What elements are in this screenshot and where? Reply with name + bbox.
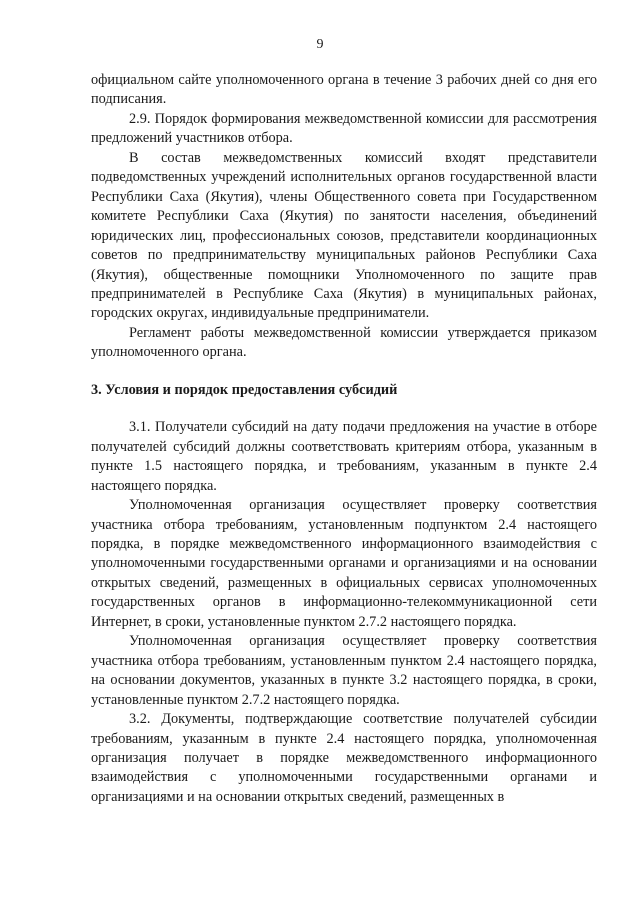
paragraph-2-9: 2.9. Порядок формирования межведомственной комиссии для рассмотрения предложений участников отбора. <box>91 110 597 147</box>
paragraph-3-2: 3.2. Документы, подтверждающие соответствие получателей субсидии требованиям, указанным в пункте 2.4 настоящего порядка, уполномоченная организация получает в порядке межведомственного информационного взаимодействия с уполномоченными государственными органами и организациями и на основании открытых сведений, размещенных в <box>91 711 597 805</box>
document-body <box>91 71 597 807</box>
page-number: 9 <box>316 37 324 52</box>
paragraph-continuation: официальном сайте уполномоченного органа в течение 3 рабочих дней со дня его подписания. <box>91 72 597 108</box>
paragraph-verification-interagency: Уполномоченная организация осуществляет проверку соответствия участника отбора требованиям, установленным подпунктом 2.4 настоящего порядка, в порядке межведомственного информационного взаимодействия с уполномоченными государственными органами и организациями и на основании открытых сведений, размещенных в официальных сервисах уполномоченных государственных органов в информационно-телекоммуникационной сети Интернет, в сроки, установленные пунктом 2.7.2 настоящего порядка. <box>91 497 597 630</box>
paragraph-commission-regulation: Регламент работы межведомственной комиссии утверждается приказом уполномоченного органа. <box>91 324 597 361</box>
paragraph-commission-composition: В состав межведомственных комиссий входят представители подведомственных учреждений исполнительных органов государственной власти Республики Саха (Якутия), члены Общественного совета при Государственном комитете Республики Саха (Якутия) по занятости населения, объединений юридических лиц, профессиональных союзов, представители координационных советов по предпринимательству муниципальных районов Республики Саха (Якутия), общественные помощники Уполномоченного по защите прав предпринимателей в Республике Саха (Якутия) в муниципальных районах, городских округах, индивидуальные предприниматели. <box>91 149 597 322</box>
paragraph-3-1: 3.1. Получатели субсидий на дату подачи предложения на участие в отборе получателей субсидий должны соответствовать критериям отбора, указанным в пункте 1.5 настоящего порядка, и требованиям, указанным в пункте 2.4 настоящего порядка. <box>91 419 597 494</box>
paragraph-verification-documents: Уполномоченная организация осуществляет проверку соответствия участника отбора требованиям, установленным пунктом 2.4 настоящего порядка, на основании документов, указанных в пункте 3.2 настоящего порядка, в сроки, установленные пунктом 2.7.2 настоящего порядка. <box>91 633 597 708</box>
section-title: 3. Условия и порядок предоставления субсидий <box>91 381 398 398</box>
